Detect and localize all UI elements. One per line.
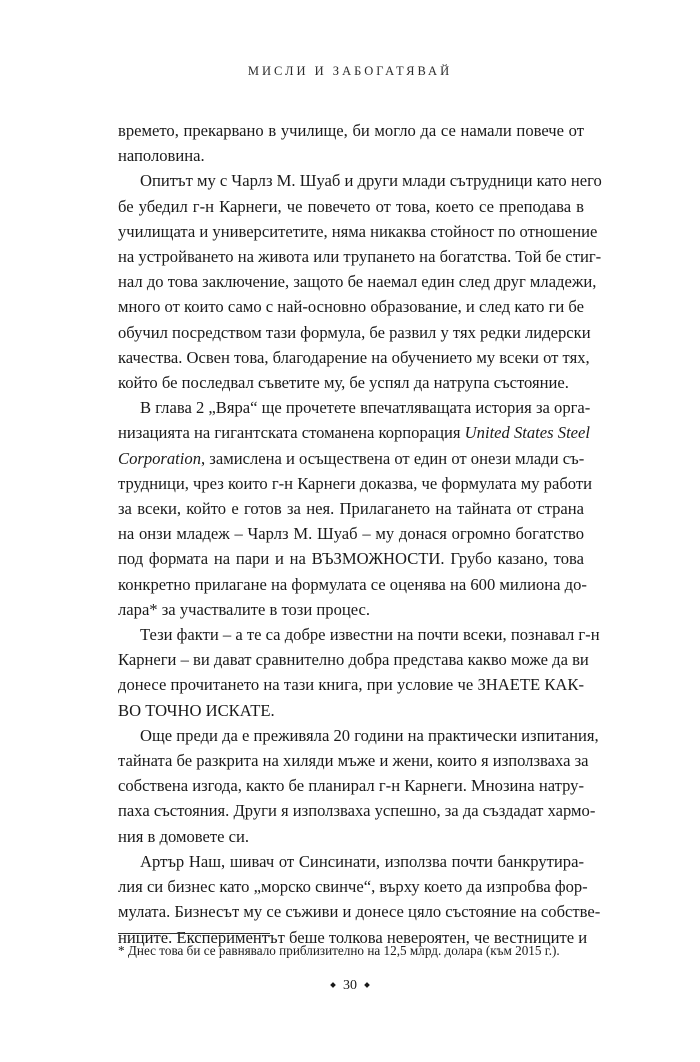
text-line: Артър Наш, шивач от Синсинати, използва почти банкрутира- — [140, 851, 584, 871]
text-line: В глава 2 „Вяра“ ще прочетете впечатляващата история за орга- — [140, 398, 591, 418]
text-line: мулата. Бизнесът му се съживи и донесе цяло състояние на собстве- — [118, 902, 601, 922]
italic-company-name: Corporation — [118, 448, 201, 468]
page-number: 30 — [343, 978, 357, 993]
paragraph — [118, 395, 592, 622]
text-line: Опитът му с Чарлз М. Шуаб и други млади сътрудници като него — [140, 171, 602, 191]
text-line: за всеки, който е готов за нея. Прилагането на тайната от страна — [118, 499, 584, 519]
text-line: обучил посредством тази формула, бе развил у тях редки лидерски — [118, 322, 591, 342]
text-line: на онзи младеж – Чарлз М. Шуаб – му донася огромно богатство — [118, 524, 584, 544]
text-line: ния в домовете си. — [118, 826, 250, 846]
text-fragment: , замислена и осъществена от един от онези млади съ- — [201, 448, 585, 468]
paragraph — [118, 118, 584, 168]
page-number-folio — [0, 978, 700, 994]
text-line: училищата и университетите, няма никаква стойност по отношение — [118, 221, 598, 241]
text-line: паха състояния. Други я използваха успешно, за да създадат хармо- — [118, 801, 596, 821]
text-line — [118, 420, 591, 445]
footnote: * Днес това би се равнявало приблизително на 12,5 млрд. долара (към 2015 г.). — [118, 943, 560, 958]
text-line: трудници, чрез които г-н Карнеги доказва, че формулата му работи — [118, 473, 592, 493]
text-line: тайната бе разкрита на хиляди мъже и жени, които я използваха за — [118, 751, 589, 771]
text-line: който бе последвал съветите му, бе успял да натрупа състояние. — [118, 373, 569, 393]
text-line — [118, 446, 584, 471]
text-line: ВО ТОЧНО ИСКАТЕ. — [118, 700, 275, 720]
paragraph — [118, 849, 601, 950]
footnote-rule — [118, 933, 270, 934]
text-line: ниците. Експериментът беше толкова невероятен, че вестниците и — [118, 927, 588, 947]
paragraph — [118, 168, 602, 395]
paragraph — [118, 622, 600, 723]
text-line: донесе прочитането на тази книга, при условие че ЗНАЕТЕ КАК- — [118, 675, 584, 695]
text-line: собствена изгода, както бе планирал г-н Карнеги. Мнозина натру- — [118, 776, 584, 796]
text-fragment: низацията на гигантската стоманена корпорация — [118, 423, 465, 443]
paragraph — [118, 723, 599, 849]
text-line: под формата на пари и на ВЪЗМОЖНОСТИ. Грубо казано, това — [118, 549, 584, 569]
text-line: Тези факти – а те са добре известни на почти всеки, познавал г-н — [140, 625, 600, 645]
diamond-ornament-icon — [330, 982, 336, 988]
text-line: на устройването на живота или трупането на богатства. Той бе стиг- — [118, 247, 602, 267]
text-line: нал до това заключение, защото бе наемал един след друг младежи, — [118, 272, 597, 292]
text-line: Още преди да е преживяла 20 години на практически изпитания, — [140, 725, 599, 745]
text-line: много от които само с най-основно образование, и след като ги бе — [118, 297, 584, 317]
text-line: времето, прекарвано в училище, би могло да се намали повече от — [118, 121, 584, 140]
text-line: лия си бизнес като „морско свинче“, върху което да изпробва фор- — [118, 877, 588, 897]
body-text — [118, 118, 602, 950]
text-line: Карнеги – ви дават сравнително добра представа какво може да ви — [118, 650, 589, 670]
text-line: конкретно прилагане на формулата се оценява на 600 милиона до- — [118, 574, 587, 594]
running-header: МИСЛИ И ЗАБОГАТЯВАЙ — [247, 64, 453, 78]
text-line: наполовина. — [118, 146, 205, 166]
text-line: лара* за участвалите в този процес. — [118, 599, 371, 619]
diamond-ornament-icon — [364, 982, 370, 988]
text-line: качества. Освен това, благодарение на обучението му всеки от тях, — [118, 347, 590, 367]
italic-company-name: United States Steel — [464, 423, 591, 443]
text-line: бе убедил г-н Карнеги, че повечето от това, което се преподава в — [118, 196, 584, 216]
